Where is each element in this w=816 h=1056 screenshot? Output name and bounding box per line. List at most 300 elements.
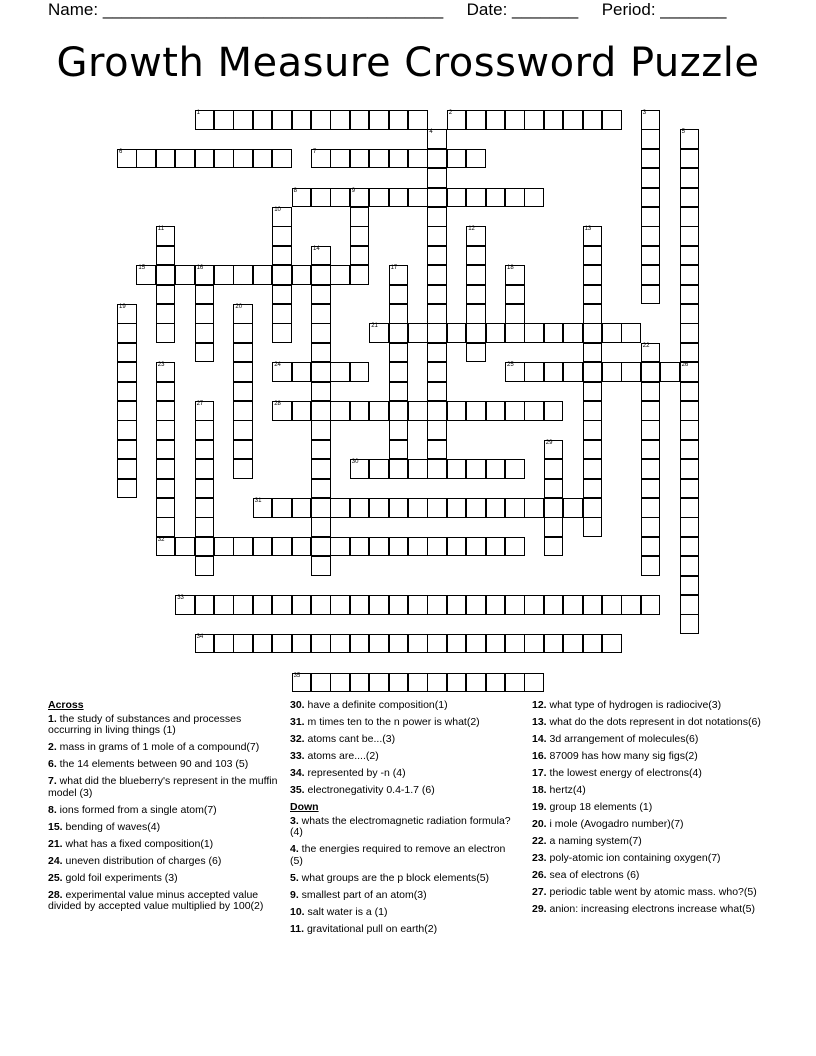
grid-cell[interactable] bbox=[272, 401, 292, 421]
grid-cell[interactable] bbox=[641, 556, 661, 576]
grid-cell[interactable] bbox=[427, 498, 447, 518]
grid-cell[interactable] bbox=[621, 595, 641, 615]
grid-cell[interactable] bbox=[136, 149, 156, 169]
grid-cell[interactable] bbox=[447, 149, 467, 169]
grid-cell[interactable] bbox=[544, 401, 564, 421]
grid-cell[interactable] bbox=[544, 537, 564, 557]
grid-cell[interactable] bbox=[233, 634, 253, 654]
grid-cell[interactable] bbox=[195, 537, 215, 557]
grid-cell[interactable] bbox=[427, 634, 447, 654]
grid-cell[interactable] bbox=[156, 265, 176, 285]
grid-cell[interactable] bbox=[311, 343, 331, 363]
grid-cell[interactable] bbox=[544, 440, 564, 460]
grid-cell[interactable] bbox=[117, 362, 137, 382]
grid-cell[interactable] bbox=[311, 673, 331, 693]
grid-cell[interactable] bbox=[680, 459, 700, 479]
grid-cell[interactable] bbox=[214, 265, 234, 285]
grid-cell[interactable] bbox=[369, 110, 389, 130]
grid-cell[interactable] bbox=[233, 440, 253, 460]
grid-cell[interactable] bbox=[389, 537, 409, 557]
grid-cell[interactable] bbox=[195, 517, 215, 537]
name-field[interactable]: ____________________________________ bbox=[102, 0, 444, 19]
grid-cell[interactable] bbox=[408, 673, 428, 693]
grid-cell[interactable] bbox=[641, 226, 661, 246]
grid-cell[interactable] bbox=[486, 595, 506, 615]
grid-cell[interactable] bbox=[369, 459, 389, 479]
grid-cell[interactable] bbox=[641, 498, 661, 518]
grid-cell[interactable] bbox=[272, 226, 292, 246]
grid-cell[interactable] bbox=[117, 343, 137, 363]
grid-cell[interactable] bbox=[641, 459, 661, 479]
grid-cell[interactable] bbox=[505, 110, 525, 130]
grid-cell[interactable] bbox=[350, 265, 370, 285]
grid-cell[interactable] bbox=[466, 265, 486, 285]
grid-cell[interactable] bbox=[680, 614, 700, 634]
grid-cell[interactable] bbox=[583, 634, 603, 654]
grid-cell[interactable] bbox=[427, 420, 447, 440]
grid-cell[interactable] bbox=[524, 498, 544, 518]
grid-cell[interactable] bbox=[641, 479, 661, 499]
grid-cell[interactable] bbox=[253, 149, 273, 169]
grid-cell[interactable] bbox=[389, 304, 409, 324]
grid-cell[interactable] bbox=[563, 595, 583, 615]
grid-cell[interactable] bbox=[427, 440, 447, 460]
grid-cell[interactable] bbox=[175, 265, 195, 285]
grid-cell[interactable] bbox=[544, 479, 564, 499]
grid-cell[interactable] bbox=[272, 246, 292, 266]
grid-cell[interactable] bbox=[369, 188, 389, 208]
grid-cell[interactable] bbox=[233, 304, 253, 324]
grid-cell[interactable] bbox=[466, 595, 486, 615]
grid-cell[interactable] bbox=[311, 188, 331, 208]
grid-cell[interactable] bbox=[563, 498, 583, 518]
grid-cell[interactable] bbox=[195, 343, 215, 363]
grid-cell[interactable] bbox=[408, 537, 428, 557]
grid-cell[interactable] bbox=[408, 188, 428, 208]
grid-cell[interactable] bbox=[350, 401, 370, 421]
grid-cell[interactable] bbox=[408, 498, 428, 518]
grid-cell[interactable] bbox=[505, 673, 525, 693]
grid-cell[interactable] bbox=[466, 498, 486, 518]
grid-cell[interactable] bbox=[427, 246, 447, 266]
grid-cell[interactable] bbox=[117, 149, 137, 169]
grid-cell[interactable] bbox=[621, 362, 641, 382]
grid-cell[interactable] bbox=[350, 246, 370, 266]
grid-cell[interactable] bbox=[680, 343, 700, 363]
grid-cell[interactable] bbox=[641, 595, 661, 615]
grid-cell[interactable] bbox=[466, 149, 486, 169]
grid-cell[interactable] bbox=[408, 459, 428, 479]
grid-cell[interactable] bbox=[524, 362, 544, 382]
grid-cell[interactable] bbox=[311, 110, 331, 130]
grid-cell[interactable] bbox=[389, 401, 409, 421]
grid-cell[interactable] bbox=[544, 323, 564, 343]
grid-cell[interactable] bbox=[544, 459, 564, 479]
grid-cell[interactable] bbox=[447, 634, 467, 654]
grid-cell[interactable] bbox=[156, 537, 176, 557]
grid-cell[interactable] bbox=[233, 265, 253, 285]
grid-cell[interactable] bbox=[408, 110, 428, 130]
grid-cell[interactable] bbox=[311, 285, 331, 305]
grid-cell[interactable] bbox=[408, 401, 428, 421]
grid-cell[interactable] bbox=[272, 304, 292, 324]
grid-cell[interactable] bbox=[156, 420, 176, 440]
grid-cell[interactable] bbox=[641, 517, 661, 537]
grid-cell[interactable] bbox=[486, 188, 506, 208]
grid-cell[interactable] bbox=[447, 323, 467, 343]
grid-cell[interactable] bbox=[195, 304, 215, 324]
grid-cell[interactable] bbox=[369, 634, 389, 654]
grid-cell[interactable] bbox=[680, 537, 700, 557]
grid-cell[interactable] bbox=[214, 634, 234, 654]
grid-cell[interactable] bbox=[311, 362, 331, 382]
grid-cell[interactable] bbox=[156, 479, 176, 499]
grid-cell[interactable] bbox=[369, 537, 389, 557]
grid-cell[interactable] bbox=[389, 382, 409, 402]
grid-cell[interactable] bbox=[369, 673, 389, 693]
grid-cell[interactable] bbox=[330, 265, 350, 285]
grid-cell[interactable] bbox=[583, 323, 603, 343]
grid-cell[interactable] bbox=[680, 226, 700, 246]
grid-cell[interactable] bbox=[389, 188, 409, 208]
grid-cell[interactable] bbox=[330, 362, 350, 382]
grid-cell[interactable] bbox=[447, 110, 467, 130]
grid-cell[interactable] bbox=[583, 459, 603, 479]
grid-cell[interactable] bbox=[389, 265, 409, 285]
grid-cell[interactable] bbox=[311, 634, 331, 654]
grid-cell[interactable] bbox=[680, 323, 700, 343]
grid-cell[interactable] bbox=[389, 149, 409, 169]
grid-cell[interactable] bbox=[680, 362, 700, 382]
grid-cell[interactable] bbox=[292, 110, 312, 130]
grid-cell[interactable] bbox=[680, 149, 700, 169]
grid-cell[interactable] bbox=[408, 595, 428, 615]
grid-cell[interactable] bbox=[427, 382, 447, 402]
grid-cell[interactable] bbox=[583, 265, 603, 285]
grid-cell[interactable] bbox=[641, 110, 661, 130]
grid-cell[interactable] bbox=[195, 634, 215, 654]
grid-cell[interactable] bbox=[486, 401, 506, 421]
grid-cell[interactable] bbox=[156, 323, 176, 343]
grid-cell[interactable] bbox=[311, 595, 331, 615]
grid-cell[interactable] bbox=[680, 556, 700, 576]
grid-cell[interactable] bbox=[330, 401, 350, 421]
grid-cell[interactable] bbox=[311, 323, 331, 343]
grid-cell[interactable] bbox=[350, 537, 370, 557]
grid-cell[interactable] bbox=[524, 323, 544, 343]
grid-cell[interactable] bbox=[466, 673, 486, 693]
grid-cell[interactable] bbox=[195, 479, 215, 499]
grid-cell[interactable] bbox=[447, 673, 467, 693]
grid-cell[interactable] bbox=[583, 362, 603, 382]
grid-cell[interactable] bbox=[427, 226, 447, 246]
grid-cell[interactable] bbox=[544, 362, 564, 382]
grid-cell[interactable] bbox=[233, 420, 253, 440]
grid-cell[interactable] bbox=[214, 595, 234, 615]
grid-cell[interactable] bbox=[680, 129, 700, 149]
grid-cell[interactable] bbox=[660, 362, 680, 382]
grid-cell[interactable] bbox=[350, 110, 370, 130]
grid-cell[interactable] bbox=[602, 110, 622, 130]
grid-cell[interactable] bbox=[408, 149, 428, 169]
grid-cell[interactable] bbox=[427, 323, 447, 343]
grid-cell[interactable] bbox=[427, 459, 447, 479]
grid-cell[interactable] bbox=[272, 595, 292, 615]
grid-cell[interactable] bbox=[466, 226, 486, 246]
grid-cell[interactable] bbox=[214, 537, 234, 557]
grid-cell[interactable] bbox=[486, 537, 506, 557]
grid-cell[interactable] bbox=[233, 537, 253, 557]
grid-cell[interactable] bbox=[680, 517, 700, 537]
date-field[interactable]: _______ bbox=[512, 0, 579, 19]
grid-cell[interactable] bbox=[156, 226, 176, 246]
grid-cell[interactable] bbox=[466, 343, 486, 363]
grid-cell[interactable] bbox=[641, 129, 661, 149]
grid-cell[interactable] bbox=[641, 343, 661, 363]
grid-cell[interactable] bbox=[427, 188, 447, 208]
grid-cell[interactable] bbox=[272, 207, 292, 227]
grid-cell[interactable] bbox=[505, 537, 525, 557]
grid-cell[interactable] bbox=[466, 401, 486, 421]
grid-cell[interactable] bbox=[156, 362, 176, 382]
grid-cell[interactable] bbox=[505, 323, 525, 343]
grid-cell[interactable] bbox=[505, 188, 525, 208]
grid-cell[interactable] bbox=[253, 537, 273, 557]
grid-cell[interactable] bbox=[544, 498, 564, 518]
grid-cell[interactable] bbox=[330, 498, 350, 518]
grid-cell[interactable] bbox=[680, 479, 700, 499]
grid-cell[interactable] bbox=[156, 401, 176, 421]
grid-cell[interactable] bbox=[641, 207, 661, 227]
grid-cell[interactable] bbox=[389, 362, 409, 382]
grid-cell[interactable] bbox=[350, 498, 370, 518]
grid-cell[interactable] bbox=[486, 459, 506, 479]
grid-cell[interactable] bbox=[156, 285, 176, 305]
grid-cell[interactable] bbox=[524, 673, 544, 693]
grid-cell[interactable] bbox=[583, 498, 603, 518]
grid-cell[interactable] bbox=[408, 323, 428, 343]
grid-cell[interactable] bbox=[311, 517, 331, 537]
grid-cell[interactable] bbox=[505, 285, 525, 305]
grid-cell[interactable] bbox=[466, 323, 486, 343]
grid-cell[interactable] bbox=[117, 323, 137, 343]
grid-cell[interactable] bbox=[195, 595, 215, 615]
grid-cell[interactable] bbox=[272, 285, 292, 305]
grid-cell[interactable] bbox=[389, 498, 409, 518]
grid-cell[interactable] bbox=[583, 401, 603, 421]
grid-cell[interactable] bbox=[389, 459, 409, 479]
grid-cell[interactable] bbox=[272, 265, 292, 285]
grid-cell[interactable] bbox=[447, 595, 467, 615]
grid-cell[interactable] bbox=[389, 343, 409, 363]
grid-cell[interactable] bbox=[350, 673, 370, 693]
grid-cell[interactable] bbox=[427, 343, 447, 363]
grid-cell[interactable] bbox=[330, 595, 350, 615]
grid-cell[interactable] bbox=[602, 595, 622, 615]
grid-cell[interactable] bbox=[447, 188, 467, 208]
grid-cell[interactable] bbox=[156, 246, 176, 266]
grid-cell[interactable] bbox=[641, 420, 661, 440]
grid-cell[interactable] bbox=[350, 595, 370, 615]
grid-cell[interactable] bbox=[311, 479, 331, 499]
grid-cell[interactable] bbox=[214, 149, 234, 169]
grid-cell[interactable] bbox=[292, 537, 312, 557]
grid-cell[interactable] bbox=[602, 634, 622, 654]
grid-cell[interactable] bbox=[330, 537, 350, 557]
grid-cell[interactable] bbox=[195, 265, 215, 285]
grid-cell[interactable] bbox=[583, 343, 603, 363]
grid-cell[interactable] bbox=[524, 110, 544, 130]
grid-cell[interactable] bbox=[505, 362, 525, 382]
grid-cell[interactable] bbox=[447, 537, 467, 557]
grid-cell[interactable] bbox=[350, 207, 370, 227]
grid-cell[interactable] bbox=[330, 110, 350, 130]
grid-cell[interactable] bbox=[272, 362, 292, 382]
grid-cell[interactable] bbox=[505, 595, 525, 615]
grid-cell[interactable] bbox=[583, 595, 603, 615]
grid-cell[interactable] bbox=[641, 265, 661, 285]
grid-cell[interactable] bbox=[680, 576, 700, 596]
grid-cell[interactable] bbox=[583, 479, 603, 499]
grid-cell[interactable] bbox=[427, 673, 447, 693]
grid-cell[interactable] bbox=[117, 401, 137, 421]
grid-cell[interactable] bbox=[253, 498, 273, 518]
grid-cell[interactable] bbox=[680, 420, 700, 440]
grid-cell[interactable] bbox=[272, 634, 292, 654]
grid-cell[interactable] bbox=[292, 265, 312, 285]
grid-cell[interactable] bbox=[466, 459, 486, 479]
grid-cell[interactable] bbox=[389, 110, 409, 130]
grid-cell[interactable] bbox=[272, 149, 292, 169]
grid-cell[interactable] bbox=[544, 517, 564, 537]
grid-cell[interactable] bbox=[583, 246, 603, 266]
grid-cell[interactable] bbox=[311, 420, 331, 440]
grid-cell[interactable] bbox=[350, 149, 370, 169]
grid-cell[interactable] bbox=[505, 459, 525, 479]
grid-cell[interactable] bbox=[292, 673, 312, 693]
grid-cell[interactable] bbox=[233, 401, 253, 421]
grid-cell[interactable] bbox=[195, 285, 215, 305]
grid-cell[interactable] bbox=[195, 110, 215, 130]
grid-cell[interactable] bbox=[524, 401, 544, 421]
grid-cell[interactable] bbox=[641, 362, 661, 382]
grid-cell[interactable] bbox=[583, 420, 603, 440]
grid-cell[interactable] bbox=[524, 595, 544, 615]
grid-cell[interactable] bbox=[311, 556, 331, 576]
grid-cell[interactable] bbox=[680, 246, 700, 266]
grid-cell[interactable] bbox=[292, 188, 312, 208]
grid-cell[interactable] bbox=[583, 285, 603, 305]
grid-cell[interactable] bbox=[389, 323, 409, 343]
grid-cell[interactable] bbox=[621, 323, 641, 343]
grid-cell[interactable] bbox=[427, 537, 447, 557]
grid-cell[interactable] bbox=[427, 149, 447, 169]
grid-cell[interactable] bbox=[175, 537, 195, 557]
grid-cell[interactable] bbox=[272, 537, 292, 557]
grid-cell[interactable] bbox=[156, 304, 176, 324]
grid-cell[interactable] bbox=[272, 323, 292, 343]
grid-cell[interactable] bbox=[641, 537, 661, 557]
grid-cell[interactable] bbox=[233, 149, 253, 169]
grid-cell[interactable] bbox=[680, 207, 700, 227]
grid-cell[interactable] bbox=[641, 382, 661, 402]
grid-cell[interactable] bbox=[233, 382, 253, 402]
grid-cell[interactable] bbox=[272, 110, 292, 130]
grid-cell[interactable] bbox=[195, 440, 215, 460]
grid-cell[interactable] bbox=[156, 149, 176, 169]
grid-cell[interactable] bbox=[233, 595, 253, 615]
grid-cell[interactable] bbox=[253, 110, 273, 130]
grid-cell[interactable] bbox=[447, 401, 467, 421]
grid-cell[interactable] bbox=[292, 595, 312, 615]
grid-cell[interactable] bbox=[292, 401, 312, 421]
grid-cell[interactable] bbox=[292, 498, 312, 518]
grid-cell[interactable] bbox=[427, 168, 447, 188]
grid-cell[interactable] bbox=[524, 634, 544, 654]
grid-cell[interactable] bbox=[466, 246, 486, 266]
grid-cell[interactable] bbox=[641, 168, 661, 188]
grid-cell[interactable] bbox=[233, 110, 253, 130]
grid-cell[interactable] bbox=[156, 517, 176, 537]
grid-cell[interactable] bbox=[641, 149, 661, 169]
grid-cell[interactable] bbox=[427, 207, 447, 227]
grid-cell[interactable] bbox=[505, 498, 525, 518]
grid-cell[interactable] bbox=[505, 634, 525, 654]
grid-cell[interactable] bbox=[680, 595, 700, 615]
grid-cell[interactable] bbox=[389, 673, 409, 693]
grid-cell[interactable] bbox=[369, 323, 389, 343]
grid-cell[interactable] bbox=[156, 459, 176, 479]
grid-cell[interactable] bbox=[272, 498, 292, 518]
grid-cell[interactable] bbox=[175, 595, 195, 615]
grid-cell[interactable] bbox=[544, 110, 564, 130]
grid-cell[interactable] bbox=[311, 382, 331, 402]
grid-cell[interactable] bbox=[486, 634, 506, 654]
grid-cell[interactable] bbox=[680, 440, 700, 460]
grid-cell[interactable] bbox=[583, 226, 603, 246]
grid-cell[interactable] bbox=[292, 362, 312, 382]
grid-cell[interactable] bbox=[311, 498, 331, 518]
grid-cell[interactable] bbox=[680, 188, 700, 208]
grid-cell[interactable] bbox=[156, 498, 176, 518]
period-field[interactable]: _______ bbox=[660, 0, 727, 19]
grid-cell[interactable] bbox=[563, 323, 583, 343]
grid-cell[interactable] bbox=[427, 129, 447, 149]
grid-cell[interactable] bbox=[117, 382, 137, 402]
grid-cell[interactable] bbox=[602, 362, 622, 382]
grid-cell[interactable] bbox=[447, 498, 467, 518]
grid-cell[interactable] bbox=[330, 634, 350, 654]
grid-cell[interactable] bbox=[350, 188, 370, 208]
grid-cell[interactable] bbox=[486, 498, 506, 518]
grid-cell[interactable] bbox=[583, 517, 603, 537]
grid-cell[interactable] bbox=[292, 634, 312, 654]
grid-cell[interactable] bbox=[583, 382, 603, 402]
grid-cell[interactable] bbox=[544, 634, 564, 654]
grid-cell[interactable] bbox=[350, 459, 370, 479]
grid-cell[interactable] bbox=[253, 634, 273, 654]
grid-cell[interactable] bbox=[117, 459, 137, 479]
grid-cell[interactable] bbox=[563, 110, 583, 130]
grid-cell[interactable] bbox=[427, 304, 447, 324]
grid-cell[interactable] bbox=[583, 110, 603, 130]
grid-cell[interactable] bbox=[680, 498, 700, 518]
grid-cell[interactable] bbox=[233, 459, 253, 479]
grid-cell[interactable] bbox=[427, 595, 447, 615]
grid-cell[interactable] bbox=[466, 304, 486, 324]
grid-cell[interactable] bbox=[427, 285, 447, 305]
grid-cell[interactable] bbox=[136, 265, 156, 285]
